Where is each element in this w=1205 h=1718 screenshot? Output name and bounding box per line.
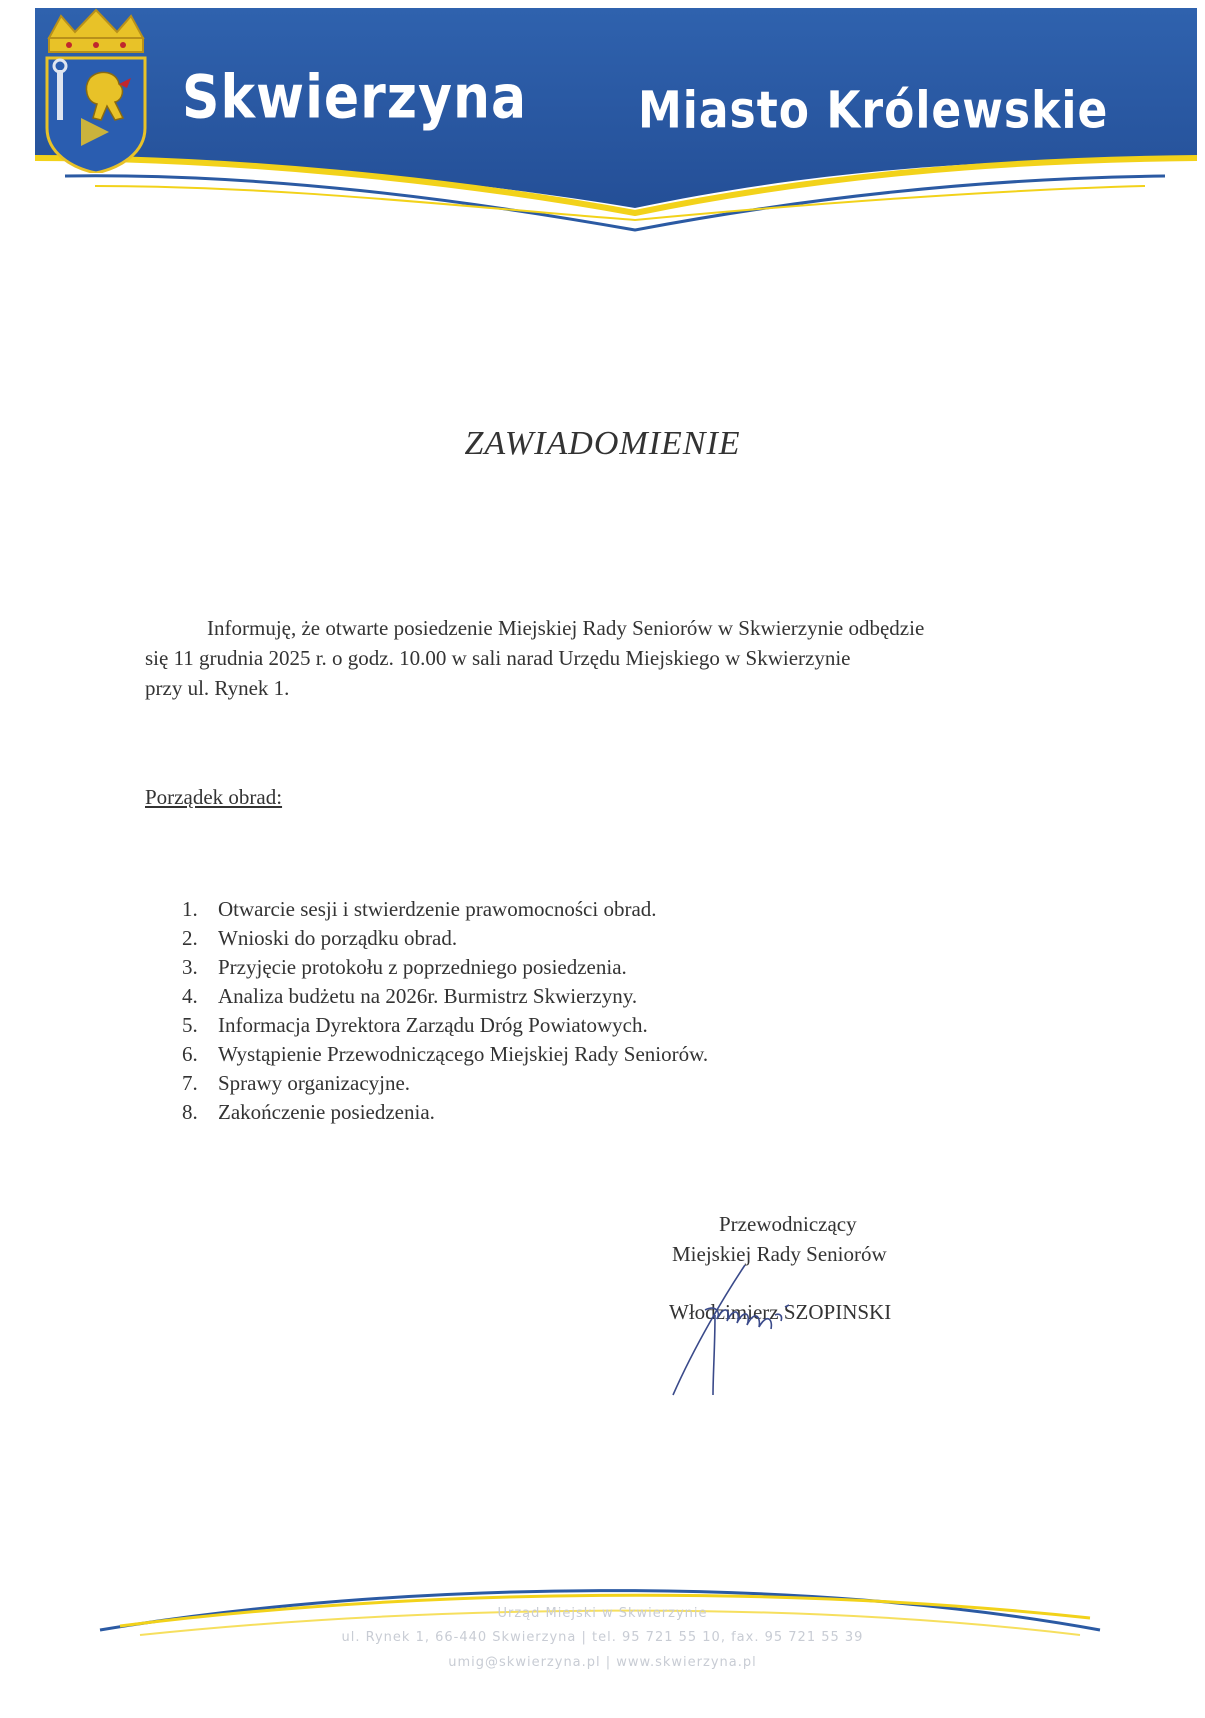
- intro-paragraph: [145, 613, 1085, 703]
- intro-line-1: Informuję, że otwarte posiedzenie Miejskiej Rady Seniorów w Skwierzynie odbędzie: [207, 616, 925, 640]
- footer-office: Urząd Miejski w Skwierzynie: [497, 1606, 708, 1621]
- document-title: ZAWIADOMIENIE: [464, 425, 741, 462]
- list-item: [182, 1011, 708, 1040]
- agenda-number: 1.: [182, 897, 198, 921]
- agenda-number: 2.: [182, 926, 198, 950]
- list-item: [182, 1040, 708, 1069]
- town-name: Skwierzyna: [182, 63, 528, 133]
- list-item: [182, 1098, 708, 1127]
- list-item: [182, 924, 708, 953]
- intro-line-2: się 11 grudnia 2025 r. o godz. 10.00 w sali narad Urzędu Miejskiego w Skwierzynie: [145, 646, 851, 670]
- agenda-number: 4.: [182, 984, 198, 1008]
- agenda-text: Wnioski do porządku obrad.: [218, 926, 458, 950]
- agenda-text: Zakończenie posiedzenia.: [218, 1100, 435, 1124]
- header-banner: [35, 8, 1197, 243]
- agenda-text: Analiza budżetu na 2026r. Burmistrz Skwierzyny.: [218, 984, 638, 1008]
- list-item: [182, 1069, 708, 1098]
- footer-contact: umig@skwierzyna.pl | www.skwierzyna.pl: [448, 1655, 757, 1670]
- agenda-number: 6.: [182, 1042, 198, 1066]
- list-item: [182, 982, 708, 1011]
- agenda-heading: Porządek obrad:: [145, 785, 283, 809]
- agenda-text: Informacja Dyrektora Zarządu Dróg Powiatowych.: [218, 1013, 648, 1037]
- agenda-text: Otwarcie sesji i stwierdzenie prawomocności obrad.: [218, 897, 657, 921]
- footer-address: ul. Rynek 1, 66-440 Skwierzyna | tel. 95 721 55 10, fax. 95 721 55 39: [341, 1630, 864, 1645]
- agenda-text: Przyjęcie protokołu z poprzedniego posiedzenia.: [218, 955, 627, 979]
- list-item: [182, 953, 708, 982]
- agenda-list: [182, 895, 708, 1127]
- signatory-body: Miejskiej Rady Seniorów: [672, 1242, 887, 1266]
- town-tagline: Miasto Królewskie: [638, 81, 1109, 141]
- agenda-number: 5.: [182, 1013, 198, 1037]
- list-item: [182, 895, 708, 924]
- coat-of-arms-icon: [35, 8, 157, 173]
- signatory-name: Włodzimierz SZOPINSKI: [669, 1300, 892, 1324]
- agenda-number: 3.: [182, 955, 198, 979]
- handwritten-signature: [655, 1255, 855, 1405]
- agenda-text: Wystąpienie Przewodniczącego Miejskiej Rady Seniorów.: [218, 1042, 709, 1066]
- agenda-text: Sprawy organizacyjne.: [218, 1071, 411, 1095]
- intro-line-3: przy ul. Rynek 1.: [145, 676, 290, 700]
- signatory-role: Przewodniczący: [719, 1212, 857, 1236]
- agenda-number: 7.: [182, 1071, 198, 1095]
- agenda-number: 8.: [182, 1100, 198, 1124]
